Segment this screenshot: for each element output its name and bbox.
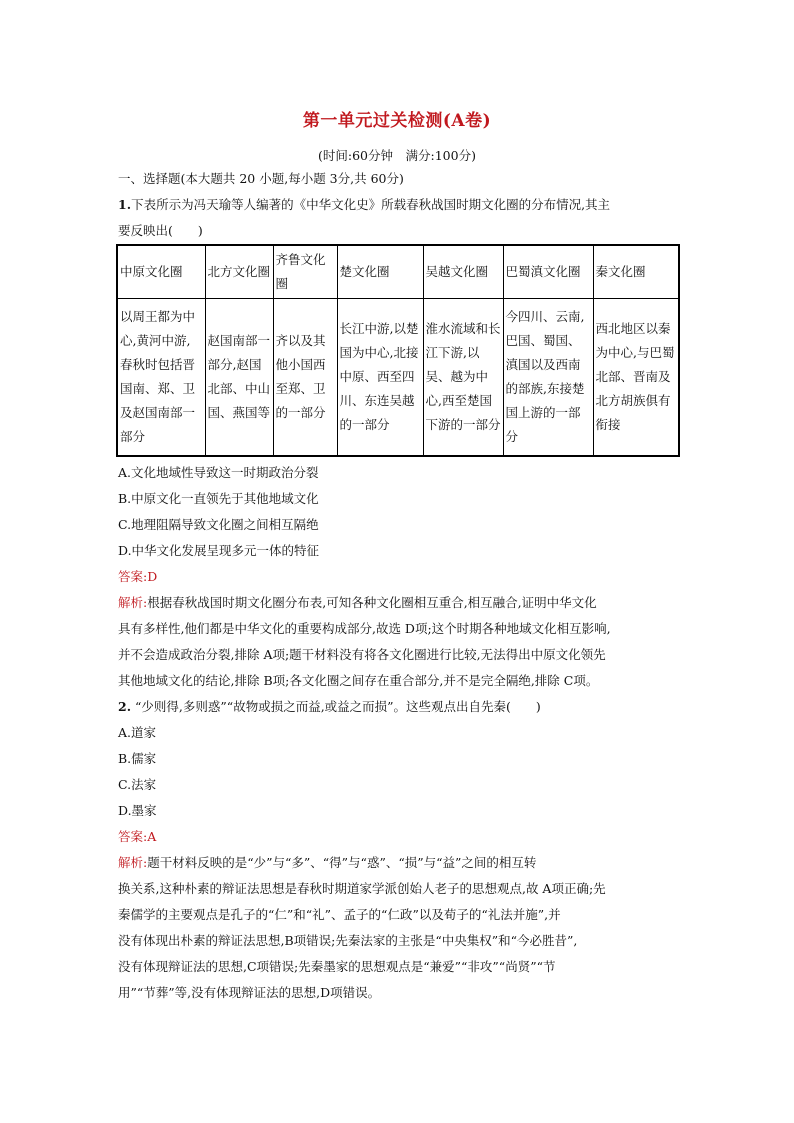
q1-option-b: B.中原文化一直领先于其他地域文化 <box>118 491 319 506</box>
q1-analysis-line: 具有多样性,他们都是中华文化的重要构成部分,故选 D项;这个时期各种地域文化相互影响, <box>118 621 611 636</box>
q1-option-a: A.文化地域性导致这一时期政治分裂 <box>118 465 319 480</box>
table-header-cell: 巴蜀滇文化圈 <box>503 245 593 299</box>
table-cell: 以周王都为中心,黄河中游,春秋时包括晋国南、郑、卫及赵国南部一部分 <box>117 299 205 457</box>
table-header-row <box>117 245 679 299</box>
q1-analysis-line: 其他地域文化的结论,排除 B项;各文化圈之间存在重合部分,并不是完全隔绝,排除 C项。 <box>118 673 599 688</box>
q2-analysis-line: 换关系,这种朴素的辩证法思想是春秋时期道家学派创始人老子的思想观点,故 A项正确;先 <box>118 881 606 896</box>
q1-analysis-text: 根据春秋战国时期文化圈分布表,可知各种文化圈相互重合,相互融合,证明中华文化 <box>147 595 597 610</box>
table-header-cell: 秦文化圈 <box>593 245 679 299</box>
q2-analysis-line: 没有体现出朴素的辩证法思想,B项错误;先秦法家的主张是“中央集权”和“今必胜昔”, <box>118 933 578 948</box>
exam-info: (时间:60分钟 满分:100分) <box>318 148 476 163</box>
q1-stem-line1 <box>118 192 610 218</box>
q1-analysis-label: 解析: <box>118 595 148 610</box>
q2-option-c: C.法家 <box>118 777 157 792</box>
q2-analysis-label: 解析: <box>118 855 148 870</box>
table-cell: 西北地区以秦为中心,与巴蜀北部、晋南及北方胡族俱有衔接 <box>593 299 679 457</box>
q2-option-a: A.道家 <box>118 725 157 740</box>
q2-option-b: B.儒家 <box>118 751 157 766</box>
q2-analysis-line: 用”“节葬”等,没有体现辩证法的思想,D项错误。 <box>118 985 381 1000</box>
q2-answer: 答案:A <box>118 829 157 844</box>
q2-stem-text: “少则得,多则惑”“故物或损之而益,或益之而损”。这些观点出自先秦( ) <box>135 699 541 714</box>
q1-stem-line2: 要反映出( ) <box>118 223 203 238</box>
table-header-cell: 齐鲁文化圈 <box>273 245 337 299</box>
table-cell: 赵国南部一部分,赵国北部、中山国、燕国等 <box>205 299 273 457</box>
q2-analysis-line: 秦儒学的主要观点是孔子的“仁”和“礼”、孟子的“仁政”以及荀子的“礼法并施”,并 <box>118 907 561 922</box>
table-cell: 长江中游,以楚国为中心,北接中原、西至四川、东连吴越的一部分 <box>337 299 423 457</box>
q1-number: 1. <box>118 197 132 212</box>
table-header-cell: 北方文化圈 <box>205 245 273 299</box>
q1-option-c: C.地理阻隔导致文化圈之间相互隔绝 <box>118 517 319 532</box>
page-title: 第一单元过关检测(A卷) <box>302 111 492 131</box>
q1-stem-text: 下表所示为冯天瑜等人编著的《中华文化史》所载春秋战国时期文化圈的分布情况,其主 <box>131 197 611 212</box>
q2-stem <box>118 694 541 720</box>
table-cell: 今四川、云南,巴国、蜀国、滇国以及西南的部族,东接楚国上游的一部分 <box>503 299 593 457</box>
q1-option-d: D.中华文化发展呈现多元一体的特征 <box>118 543 320 558</box>
q1-analysis-line: 并不会造成政治分裂,排除 A项;题干材料没有将各文化圈进行比较,无法得出中原文化领先 <box>118 647 606 662</box>
table-header-cell: 楚文化圈 <box>337 245 423 299</box>
q2-analysis-line: 没有体现辩证法的思想,C项错误;先秦墨家的思想观点是“兼爱”“非攻”“尚贤”“节 <box>118 959 556 974</box>
table-header-cell: 吴越文化圈 <box>423 245 503 299</box>
q1-analysis-line <box>118 590 597 616</box>
table-header-cell: 中原文化圈 <box>117 245 205 299</box>
q2-analysis-text: 题干材料反映的是“少”与“多”、“得”与“惑”、“损”与“益”之间的相互转 <box>147 855 537 870</box>
table-cell: 淮水流域和长江下游,以吴、越为中心,西至楚国下游的一部分 <box>423 299 503 457</box>
table-cell: 齐以及其他小国西至郑、卫的一部分 <box>273 299 337 457</box>
culture-circle-table <box>116 244 680 457</box>
table-row <box>117 299 679 457</box>
q2-option-d: D.墨家 <box>118 803 157 818</box>
q2-number: 2. <box>118 699 132 714</box>
section-heading: 一、选择题(本大题共 20 小题,每小题 3分,共 60分) <box>118 171 404 186</box>
q2-analysis-line <box>118 850 536 876</box>
q1-answer: 答案:D <box>118 569 158 584</box>
